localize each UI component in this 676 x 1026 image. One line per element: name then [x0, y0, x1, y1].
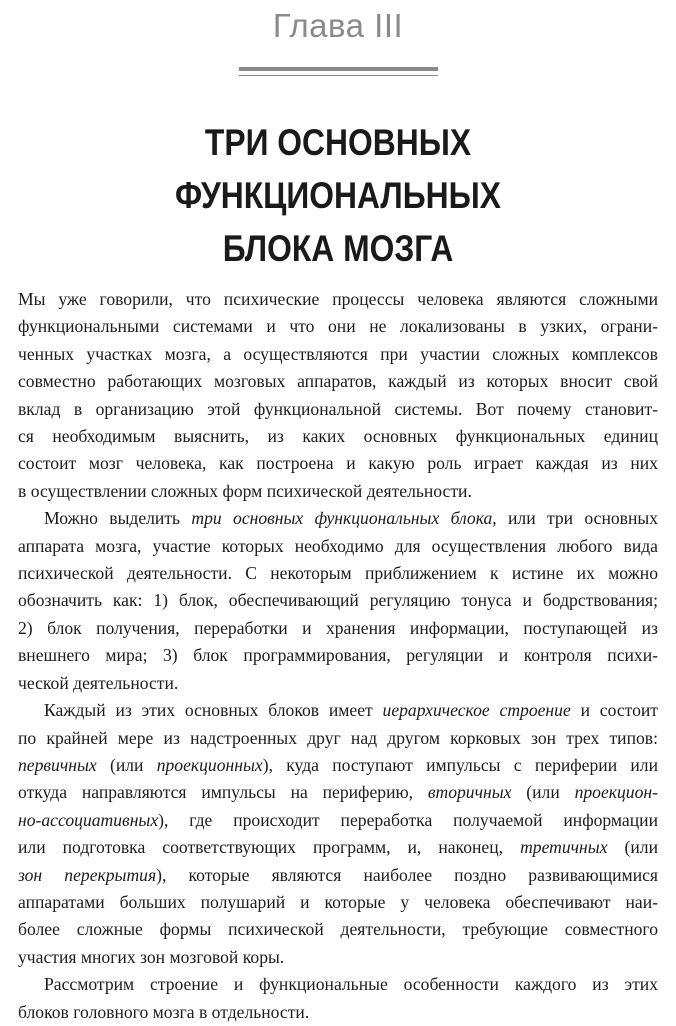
text-line: обозначить как: 1) блок, обеспечивающий регуляцию тонуса и бодрствования; — [18, 590, 658, 611]
text-run: откуда направляются импульсы на периферию, — [18, 782, 428, 803]
text-line: Рассмотрим строение и функциональные особенности каждого из этих — [44, 974, 658, 995]
text-line — [18, 834, 658, 861]
title-line: БЛОКА МОЗГА — [222, 228, 454, 269]
text-line — [18, 862, 658, 889]
text-line — [18, 697, 658, 724]
text-line — [18, 752, 658, 779]
italic-term: третичных — [520, 837, 608, 858]
chapter-rule-thin — [239, 75, 438, 76]
text-line: ческой деятельности. — [18, 672, 179, 693]
text-run: или подготовка соответствующих программ, и, наконец, — [18, 837, 521, 858]
italic-term: первичных — [18, 754, 97, 775]
text-run: Каждый из этих основных блоков имеет — [44, 700, 383, 721]
italic-term: проекционных — [156, 754, 263, 775]
italic-term: иерархическое строение — [382, 700, 571, 721]
text-line: ченных участках мозга, а осуществляются при участии сложных комплексов — [18, 343, 658, 364]
text-run: (или — [96, 754, 157, 775]
title-line: ФУНКЦИОНАЛЬНЫХ — [175, 175, 501, 216]
text-line: Мы уже говорили, что психические процессы человека являются сложными — [18, 289, 658, 309]
text-line — [18, 505, 658, 532]
text-line: блоков головного мозга в отдельности. — [18, 1001, 310, 1022]
text-run: Можно выделить — [44, 508, 192, 529]
text-line: по крайней мере из надстроенных друг над другом корковых зон трех типов: — [18, 727, 658, 748]
text-line: более сложные формы психической деятельности, требующие совместного — [18, 919, 658, 940]
text-line: психической деятельности. С некоторым приближением к истине их можно — [18, 563, 658, 584]
text-line: в осуществлении сложных форм психической деятельности. — [18, 480, 472, 501]
text-line — [18, 807, 658, 834]
paragraph-1 — [18, 286, 658, 505]
text-line: состоит мозг человека, как построена и какую роль играет каждая из них — [18, 453, 658, 474]
text-line: участия многих зон мозговой коры. — [18, 946, 285, 967]
text-run: , или три основных — [492, 508, 658, 529]
text-line — [18, 779, 658, 806]
chapter-heading: Глава III — [272, 7, 404, 44]
italic-term: но-ассоциативных — [18, 809, 159, 830]
paragraph-2 — [18, 505, 658, 697]
text-run: ), которые являются наиболее поздно развивающимися — [156, 864, 659, 885]
text-run: (или — [511, 782, 575, 803]
text-line: внешнего мира; 3) блок программирования, регуляции и контроля психи- — [18, 645, 658, 666]
text-line: вклад в организацию этой функциональной системы. Вот почему становит- — [18, 398, 658, 419]
italic-term: проекцион- — [574, 782, 658, 803]
text-run: и состоит — [570, 700, 658, 721]
text-line: функциональными системами и что они не локализованы в узких, ограни- — [18, 316, 658, 337]
text-line: аппаратами больших полушарий и которые у человека обеспечивают наи- — [18, 891, 658, 912]
chapter-title — [47, 116, 628, 275]
text-line: 2) блок получения, переработки и хранения информации, поступающей из — [18, 617, 658, 638]
italic-term: три основных функциональных блока — [191, 508, 493, 529]
body-text — [18, 286, 658, 1026]
paragraph-4 — [18, 971, 658, 1026]
text-line: аппарата мозга, участие которых необходимо для осуществления любого вида — [18, 535, 658, 556]
text-run: ), куда поступают импульсы с периферии или — [262, 754, 658, 775]
italic-term: вторичных — [427, 782, 512, 803]
title-line: ТРИ ОСНОВНЫХ — [204, 122, 472, 163]
italic-term: зон перекрытия — [18, 864, 157, 885]
chapter-rule-thick — [239, 67, 438, 71]
text-line: совместно работающих мозговых аппаратов, каждый из которых вносит свой — [18, 371, 658, 392]
text-run: (или — [607, 837, 659, 858]
paragraph-3 — [18, 697, 658, 971]
text-run: ), где происходит переработка получаемой информации — [158, 809, 658, 830]
text-line: ся необходимым выяснить, из каких основных функциональных единиц — [18, 426, 658, 447]
